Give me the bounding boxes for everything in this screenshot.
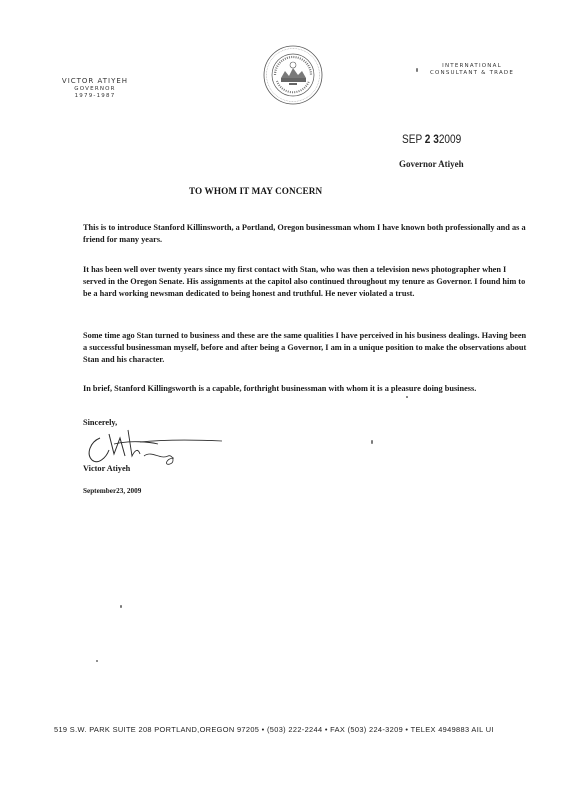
signer-name: Victor Atiyeh: [83, 464, 131, 473]
footer-address: 519 S.W. PARK SUITE 208 PORTLAND,OREGON 97205 • (503) 222-2244 • FAX (503) 224-3209 • TELEX 4949883 AIL UI: [54, 725, 494, 734]
paragraph-4: In brief, Stanford Killingsworth is a capable, forthright businessman with whom it is a pleasure doing business.: [83, 384, 477, 393]
stamp-day: 2 3: [424, 132, 439, 146]
letterhead-sender: [52, 77, 138, 100]
paragraph-1: This is to introduce Stanford Killinsworth, a Portland, Oregon businessman whom I have known both professionally and as a friend for many years.: [83, 223, 526, 244]
paper-speck: [120, 605, 122, 608]
sender-years: 1979-1987: [74, 93, 116, 99]
sender-name: VICTOR ATIYEH: [61, 77, 129, 85]
paragraph-2: It has been well over twenty years since my first contact with Stan, who was then a television news photographer when I served in the Oregon Senate. His assignments at the capitol also continued throughout my tenure as Governor. I found him to be a hard working newsman dedicated to being honest and truthful. He never violated a trust.: [83, 265, 526, 298]
letter-date: September23, 2009: [83, 487, 142, 495]
paper-speck: [96, 660, 98, 662]
paper-speck: [416, 68, 418, 72]
stamp-year: 2009: [438, 132, 462, 146]
received-date-stamp: [402, 132, 461, 146]
paper-speck: [406, 396, 408, 398]
received-by-stamp: Governor Atiyeh: [399, 159, 464, 169]
letter-heading: TO WHOM IT MAY CONCERN: [189, 186, 323, 196]
business-line-2: CONSULTANT & TRADE: [429, 70, 515, 76]
paragraph-3: Some time ago Stan turned to business and these are the same qualities I have perceived in his business dealings. Having been a successful businessman myself, before and after being a Governor, I am in a unique position to make the observations about Stan and his character.: [83, 331, 527, 364]
sender-title: GOVERNOR: [74, 86, 116, 92]
letterhead-business: [416, 63, 528, 77]
paper-speck: [371, 440, 373, 444]
business-line-1: INTERNATIONAL: [442, 63, 502, 69]
closing-salutation: Sincerely,: [83, 418, 118, 427]
oregon-seal-icon: [263, 45, 323, 105]
stamp-month: SEP: [402, 132, 425, 146]
